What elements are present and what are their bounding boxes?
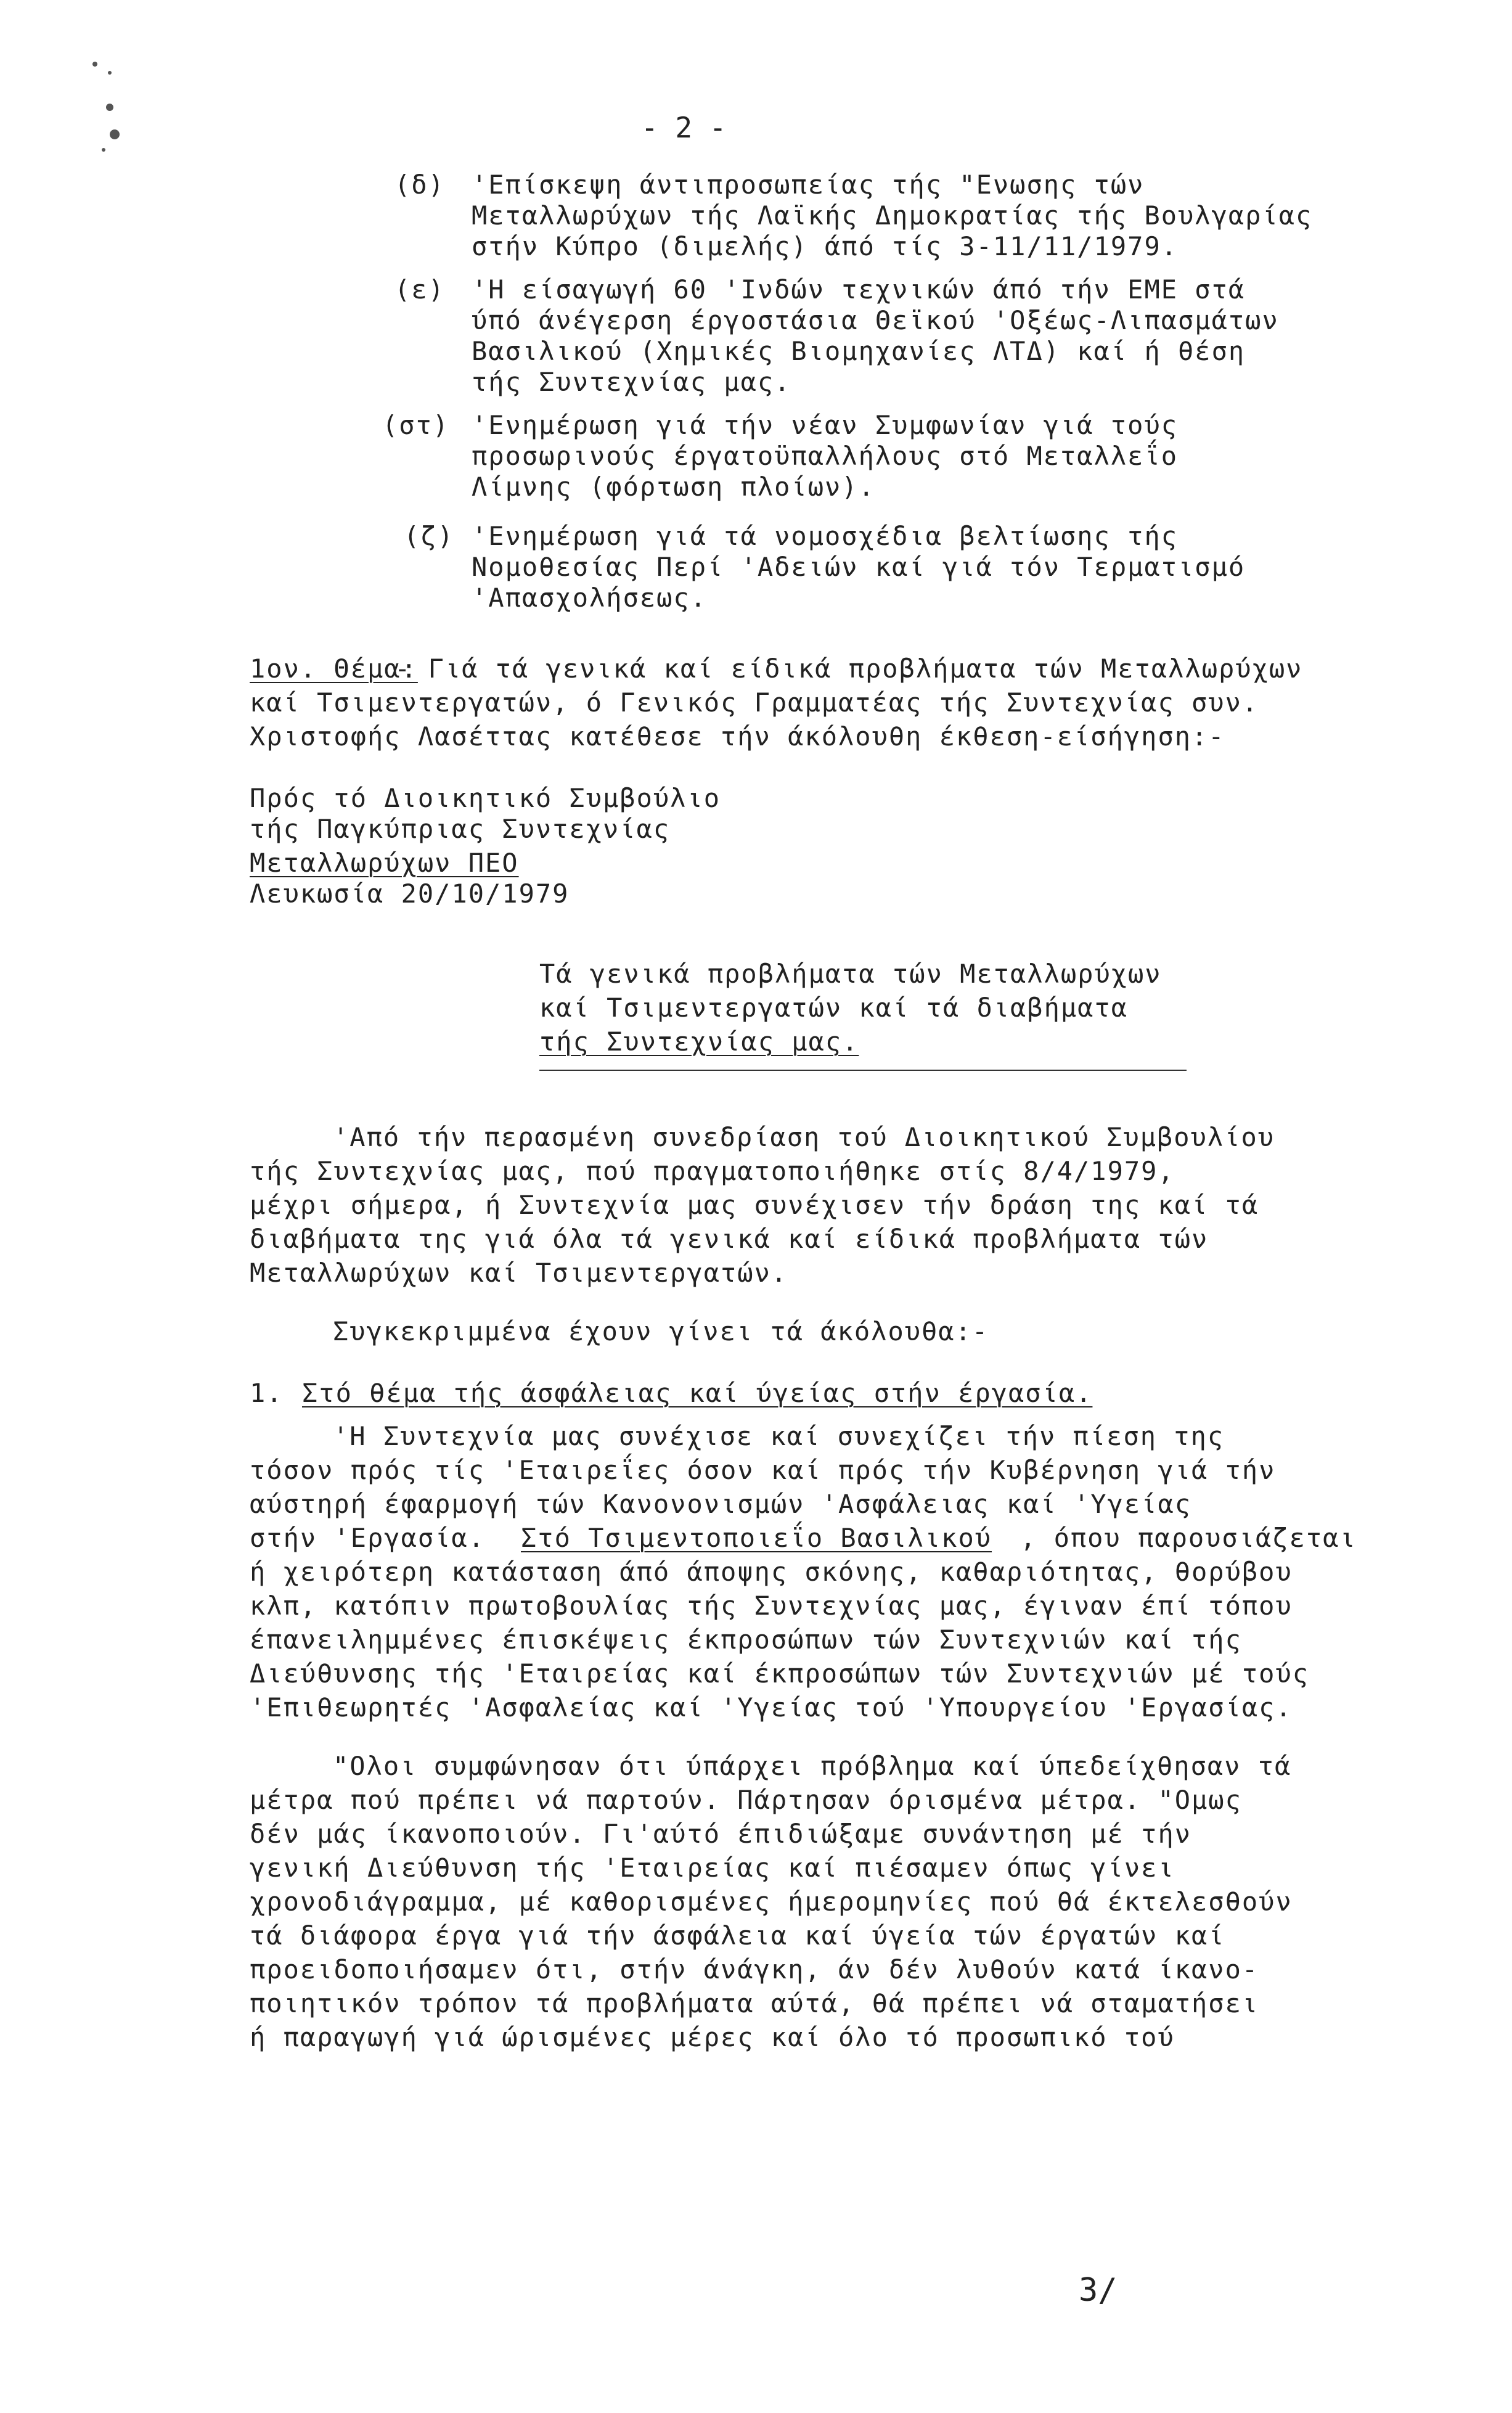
item-line: 'Απασχολήσεως. (472, 583, 708, 613)
para-line: ή χειρότερη κατάσταση άπό άποψης σκόνης, καθαριότητας, θορύβου (250, 1557, 1293, 1587)
section-heading: Στό θέμα τής άσφάλειας καί ύγείας στήν έργασία. (302, 1378, 1093, 1408)
item-line: τής Συντεχνίας μας. (472, 367, 791, 397)
continuation-marker: 3/ (1079, 2272, 1118, 2309)
para-line-end: , όπου παρουσιάζεται (1020, 1523, 1357, 1553)
para-line: τόσον πρός τίς 'Εταιρεΐες όσον καί πρός τήν Κυβέρνηση γιά τήν (250, 1455, 1276, 1485)
item-label: (ζ) (404, 521, 454, 551)
item-line: ύπό άνέγερση έργοστάσια Θεϊκού 'Οξέως-Λιπασμάτων (472, 305, 1279, 335)
para-underlined-phrase: Στό Τσιμεντοποιεΐο Βασιλικού (521, 1523, 992, 1553)
item-line: προσωρινούς έργατοϋπαλλήλους στό Μεταλλεΐο (472, 441, 1179, 471)
item-label: (δ) (394, 170, 445, 200)
scan-speck (108, 71, 112, 75)
intro-line: διαβήματα της γιά όλα τά γενικά καί είδικά προβλήματα τών (250, 1224, 1209, 1254)
scan-speck (102, 148, 105, 152)
topic-line: καί Τσιμεντεργατών, ό Γενικός Γραμματέας τής Συντεχνίας συν. (250, 687, 1259, 718)
item-line: Λίμνης (φόρτωση πλοίων). (472, 472, 875, 502)
para-line: γενική Διεύθυνση τής 'Εταιρείας καί πιέσαμεν όπως γίνει (250, 1853, 1175, 1883)
item-line: στήν Κύπρο (διμελής) άπό τίς 3-11/11/1979. (472, 231, 1179, 261)
para-line: τά διάφορα έργα γιά τήν άσφάλεια καί ύγεία τών έργατών καί (250, 1920, 1225, 1951)
para-line: έπανειλημμένες έπισκέψεις έκπροσώπων τών Συντεχνιών καί τής (250, 1624, 1242, 1655)
para-line: 'Η Συντεχνία μας συνέχισε καί συνεχίζει τήν πίεση της (333, 1421, 1225, 1451)
address-line: Μεταλλωρύχων ΠΕΟ (250, 848, 519, 878)
scan-speck (92, 62, 97, 67)
address-date: Λευκωσία 20/10/1979 (250, 879, 570, 909)
scan-speck (106, 104, 113, 111)
para-line: προειδοποιήσαμεν ότι, στήν άνάγκη, άν δέν λυθούν κατά ίκανο- (250, 1954, 1259, 1985)
topic-line: Χριστοφής Λασέττας κατέθεσε τήν άκόλουθη έκθεση-είσήγηση:- (250, 721, 1225, 752)
item-line: Μεταλλωρύχων τής Λαϊκής Δημοκρατίας τής Βουλγαρίας (472, 200, 1313, 231)
intro-line: τής Συντεχνίας μας, πού πραγματοποιήθηκε στίς 8/4/1979, (250, 1156, 1175, 1186)
para-line: κλπ, κατόπιν πρωτοβουλίας τής Συντεχνίας μας, έγιναν έπί τόπου (250, 1591, 1293, 1621)
address-line: Πρός τό Διοικητικό Συμβούλιο (250, 783, 721, 813)
topic-line: - Γιά τά γενικά καί είδικά προβλήματα τών Μεταλλωρύχων (394, 653, 1303, 684)
section-number: 1. (250, 1378, 284, 1408)
para-line: χρονοδιάγραμμα, μέ καθορισμένες ήμερομηνίες πού θά έκτελεσθούν (250, 1887, 1293, 1917)
title-rule (539, 1070, 1187, 1071)
item-line: 'Επίσκεψη άντιπροσωπείας τής "Ενωσης τών (472, 170, 1145, 200)
para-line-start: στήν 'Εργασία. (250, 1523, 502, 1553)
para-line: Διεύθυνσης τής 'Εταιρείας καί έκπροσώπων τών Συντεχνιών μέ τούς (250, 1658, 1310, 1689)
page-number: - 2 - (641, 111, 727, 144)
para-line: ή παραγωγή γιά ώρισμένες μέρες καί όλο τό προσωπικό τού (250, 2022, 1175, 2052)
report-title-line: καί Τσιμεντεργατών καί τά διαβήματα (539, 993, 1129, 1023)
para-line: 'Επιθεωρητές 'Ασφαλείας καί 'Υγείας τού 'Υπουργείου 'Εργασίας. (250, 1692, 1293, 1723)
para-line: ποιητικόν τρόπον τά προβλήματα αύτά, θά πρέπει νά σταματήσει (250, 1988, 1259, 2018)
item-line: Βασιλικού (Χημικές Βιομηχανίες ΛΤΔ) καί ή θέση (472, 336, 1246, 366)
item-line: 'Ενημέρωση γιά τήν νέαν Συμφωνίαν γιά τούς (472, 410, 1179, 440)
intro-line: μέχρι σήμερα, ή Συντεχνία μας συνέχισεν τήν δράση της καί τά (250, 1190, 1259, 1220)
item-line: Νομοθεσίας Περί 'Αδειών καί γιά τόν Τερματισμό (472, 552, 1246, 582)
item-line: 'Η είσαγωγή 60 'Ινδών τεχνικών άπό τήν ΕΜΕ στά (472, 274, 1246, 305)
intro-line: Μεταλλωρύχων καί Τσιμεντεργατών. (250, 1258, 788, 1288)
address-line: τής Παγκύπριας Συντεχνίας (250, 814, 671, 844)
specifically-line: Συγκεκριμμένα έχουν γίνει τά άκόλουθα:- (333, 1316, 989, 1346)
para-line: "Ολοι συμφώνησαν ότι ύπάρχει πρόβλημα καί ύπεδείχθησαν τά (333, 1751, 1292, 1781)
item-label: (στ) (382, 410, 450, 440)
report-title-line: Τά γενικά προβλήματα τών Μεταλλωρύχων (539, 959, 1162, 989)
intro-line: 'Από τήν περασμένη συνεδρίαση τού Διοικητικού Συμβουλίου (333, 1122, 1275, 1152)
item-line: 'Ενημέρωση γιά τά νομοσχέδια βελτίωσης τής (472, 521, 1179, 551)
item-label: (ε) (394, 274, 445, 305)
para-line: δέν μάς ίκανοποιούν. Γι'αύτό έπιδιώξαμε συνάντηση μέ τήν (250, 1819, 1192, 1849)
para-line: μέτρα πού πρέπει νά παρτούν. Πάρτησαν όρισμένα μέτρα. "Ομως (250, 1785, 1242, 1815)
topic-label: 1ον. Θέμα: (250, 653, 418, 684)
scan-speck (110, 129, 120, 139)
report-title-line: τής Συντεχνίας μας. (539, 1026, 859, 1057)
para-line: αύστηρή έφαρμογή τών Κανονονισμών 'Ασφάλειας καί 'Υγείας (250, 1489, 1192, 1519)
